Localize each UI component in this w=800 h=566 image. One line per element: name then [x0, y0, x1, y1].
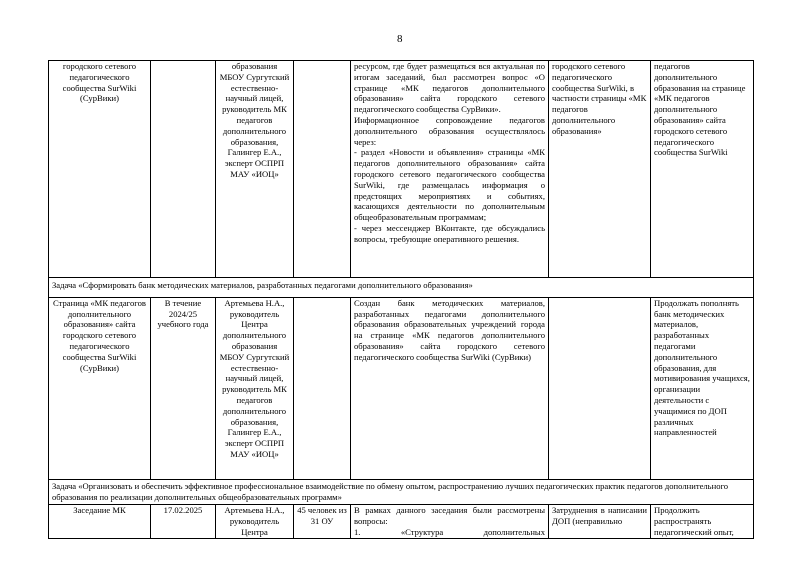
event-cell: Заседание МК — [49, 505, 151, 538]
event-cell: Страница «МК педагогов дополнительного образования» сайта городского сетевого педагогического сообщества SurWiki (СурВики) — [49, 297, 151, 479]
responsible-cell: Артемьева Н.А., руководитель Центра дополнительного образования МБОУ Сургутский естественно-научный лицей, руководитель МК педагогов дополнительного образования, Галингер Е.А., эксперт ОСПРП МАУ «ИОЦ» — [216, 297, 294, 479]
responsible-cell: образования МБОУ Сургутский естественно-научный лицей, руководитель МК педагогов дополнительного образования, Галингер Е.А., эксперт ОСПРП МАУ «ИОЦ» — [216, 61, 294, 278]
results-paragraph: В рамках данного заседания были рассмотрены вопросы: — [354, 505, 545, 527]
prospects-cell: педагогов дополнительного образования на странице «МК педагогов дополнительного образования» сайта городского сетевого педагогического сообщества SurWiki — [651, 61, 754, 278]
problems-cell: городского сетевого педагогического сообщества SurWiki, в частности страницы «МК педагогов дополнительного образования» — [549, 61, 651, 278]
task-heading: Задача «Сформировать банк методических материалов, разработанных педагогами дополнительного образования» — [49, 278, 754, 298]
report-table — [48, 60, 754, 539]
event-cell: городского сетевого педагогического сообщества SurWiki (СурВики) — [49, 61, 151, 278]
table-row — [49, 61, 754, 278]
task-heading: Задача «Организовать и обеспечить эффективное профессиональное взаимодействие по обмену опытом, распространению лучших педагогических практик педагогов дополнительного образования по реализации дополнительных общеобразовательных программ» — [49, 479, 754, 505]
page-number: 8 — [397, 33, 403, 45]
participants-cell: 45 человек из 31 ОУ — [294, 505, 351, 538]
task-row — [49, 479, 754, 505]
results-cell: Создан банк методических материалов, разработанных педагогами дополнительного образования образовательных учреждений города на странице «МК педагогов дополнительного образования» сайта городского сетевого педагогического сообщества SurWiki (СурВики) — [351, 297, 549, 479]
date-cell: 17.02.2025 — [151, 505, 216, 538]
date-cell — [151, 61, 216, 278]
results-paragraph: Информационное сопровождение педагогов дополнительного образования осуществлялось через: — [354, 114, 545, 147]
participants-cell — [294, 61, 351, 278]
responsible-cell: Артемьева Н.А., руководитель Центра — [216, 505, 294, 538]
date-cell: В течение 2024/25 учебного года — [151, 297, 216, 479]
results-paragraph: ресурсом, где будет размещаться вся актуальная по итогам заседаний, был рассмотрен вопрос «О странице «МК педагогов дополнительного образования» сайта городского сетевого педагогического сообщества СурВики». — [354, 61, 545, 115]
results-paragraph: - через мессенджер ВКонтакте, где обсуждались вопросы, требующие оперативного решения. — [354, 222, 545, 244]
problems-cell — [549, 297, 651, 479]
prospects-cell: Продолжать пополнять банк методических материалов, разработанных педагогами дополнительного образования, для мотивирования учащихся, организации деятельности с учащимися по ДОП различных направленностей — [651, 297, 754, 479]
results-cell — [351, 61, 549, 278]
problems-cell: Затруднения в написании ДОП (неправильно — [549, 505, 651, 538]
results-paragraph: 1. «Структура дополнительных — [354, 526, 545, 537]
table-row — [49, 505, 754, 538]
prospects-cell: Продолжить распространять педагогический опыт, — [651, 505, 754, 538]
participants-cell — [294, 297, 351, 479]
results-paragraph: - раздел «Новости и объявления» страницы «МК педагогов дополнительного образования» сайта городского сетевого педагогического сообщества SurWiki, где размещалась информация о предстоящих мероприятиях и событиях, касающихся деятельности по дополнительным общеобразовательным программам; — [354, 147, 545, 223]
task-row — [49, 278, 754, 298]
results-cell — [351, 505, 549, 538]
table-row — [49, 297, 754, 479]
